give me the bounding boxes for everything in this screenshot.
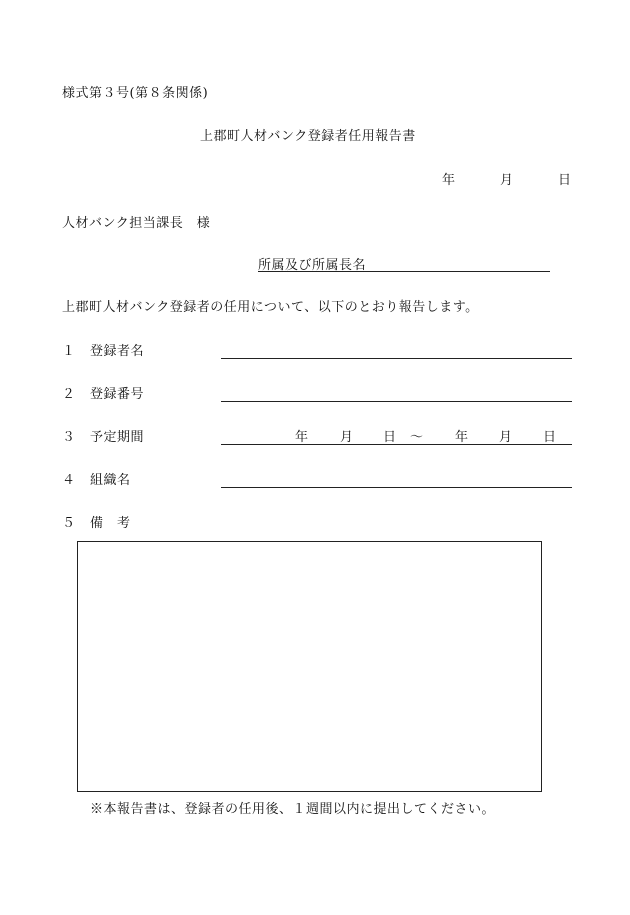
form-number: 様式第３号(第８条関係) xyxy=(62,86,209,101)
item-5-number: ５ xyxy=(62,516,76,531)
item-5-label: 備 考 xyxy=(90,516,131,531)
organization-name-line xyxy=(221,487,572,488)
period-to-year: 年 xyxy=(455,430,469,445)
item-3-number: ３ xyxy=(62,430,76,445)
item-4-label: 組織名 xyxy=(90,473,131,488)
footnote: ※本報告書は、登録者の任用後、１週間以内に提出してください。 xyxy=(90,802,496,817)
intro-text: 上郡町人材バンク登録者の任用について、以下のとおり報告します。 xyxy=(62,300,479,315)
scheduled-period-line xyxy=(221,444,572,445)
item-2-label: 登録番号 xyxy=(90,387,145,402)
item-1-label: 登録者名 xyxy=(90,344,145,359)
period-from-day: 日 xyxy=(383,430,397,445)
affiliation-underline xyxy=(258,271,550,272)
date-year-label: 年 xyxy=(442,173,456,188)
remarks-box xyxy=(77,541,542,792)
addressee: 人材バンク担当課長 様 xyxy=(62,216,211,231)
date-day-label: 日 xyxy=(558,173,572,188)
item-1-number: １ xyxy=(62,344,76,359)
document-title: 上郡町人材バンク登録者任用報告書 xyxy=(200,129,416,144)
period-to-month: 月 xyxy=(499,430,513,445)
period-to-day: 日 xyxy=(543,430,557,445)
item-4-number: ４ xyxy=(62,473,76,488)
period-tilde: ～ xyxy=(410,430,424,445)
registration-number-line xyxy=(221,401,572,402)
item-3-label: 予定期間 xyxy=(90,430,145,445)
affiliation-label: 所属及び所属長名 xyxy=(258,258,367,273)
item-2-number: ２ xyxy=(62,387,76,402)
date-month-label: 月 xyxy=(500,173,514,188)
registrant-name-line xyxy=(221,358,572,359)
period-from-month: 月 xyxy=(340,430,354,445)
period-from-year: 年 xyxy=(295,430,309,445)
